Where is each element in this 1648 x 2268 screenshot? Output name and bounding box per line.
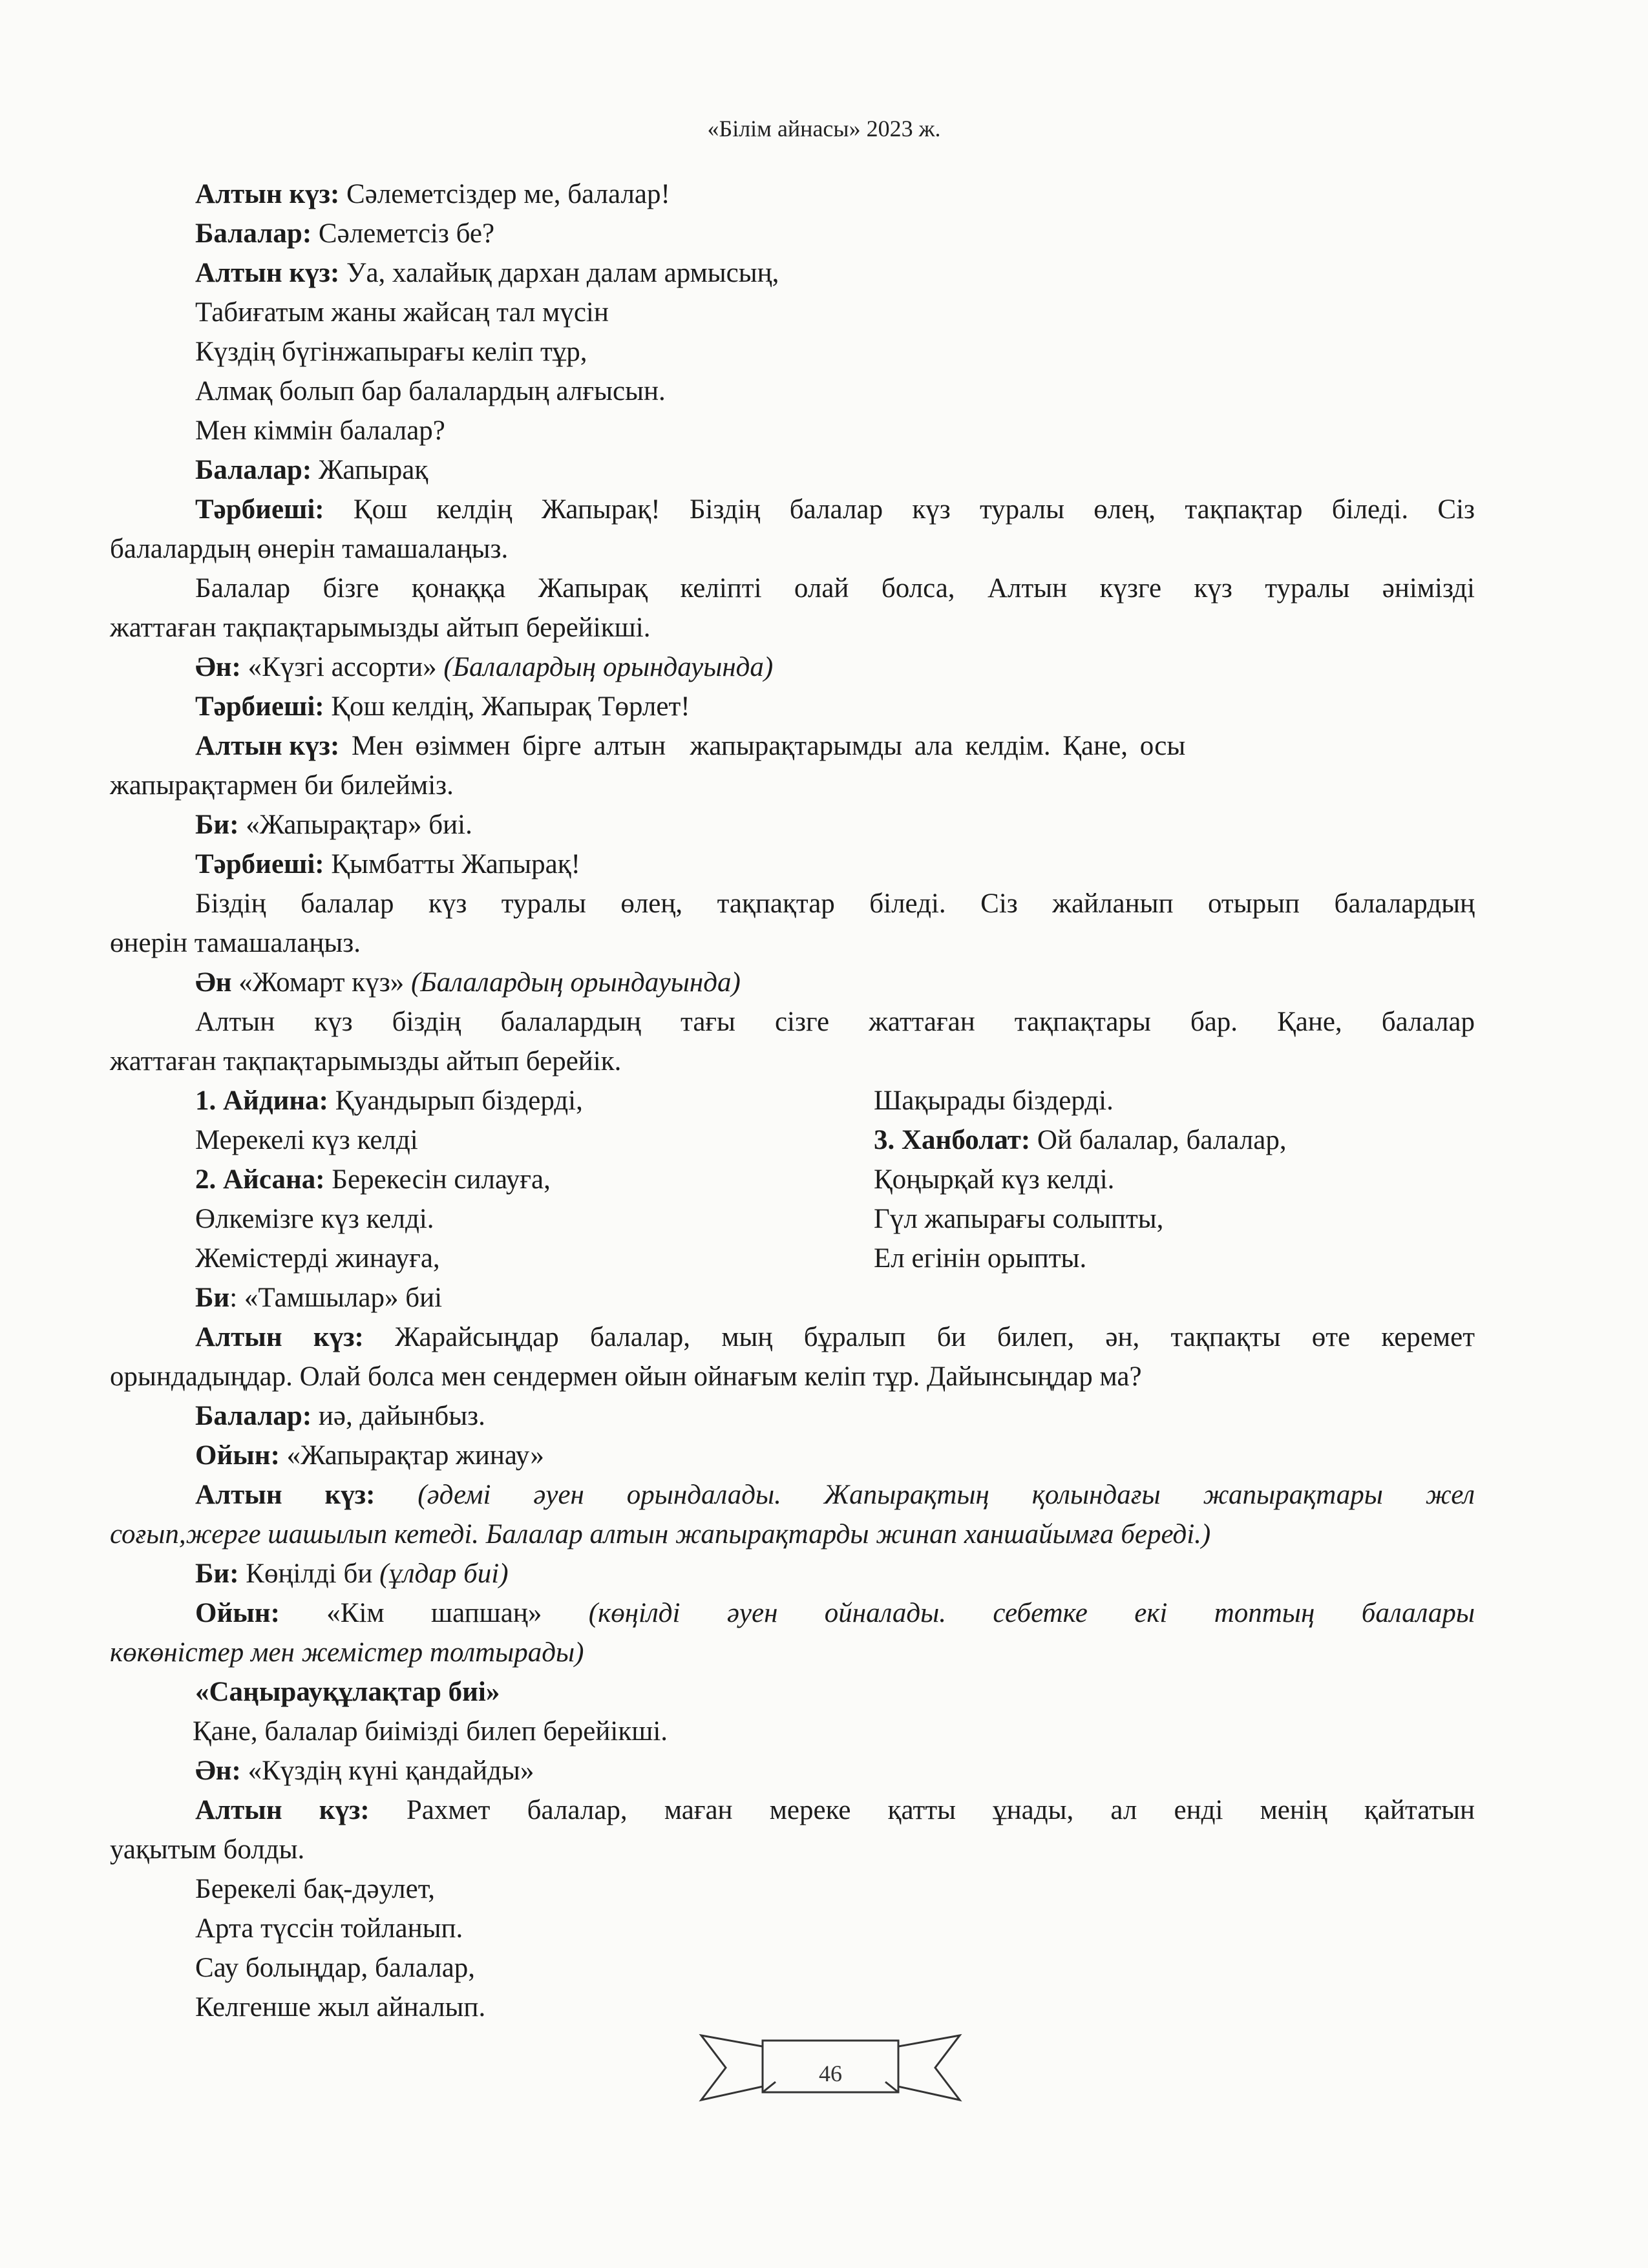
line-text: Біздің балалар күз туралы өлең, тақпақтар біледі. Сіз жайланып отырып балалардың <box>195 888 1475 919</box>
speaker-label: Балалар: <box>195 455 312 485</box>
verse-line: Берекелі бақ-дәулет, <box>195 1874 436 1904</box>
verse-line <box>874 1081 1481 1120</box>
speaker-label: Ән: <box>195 652 241 682</box>
verse-line: Күздің бүгінжапырағы келіп тұр, <box>195 337 587 367</box>
speaker-label: Ойын: <box>195 1598 280 1628</box>
speaker-label: 2. Айсана: <box>195 1164 325 1195</box>
line-text: Ел егінін орыпты. <box>874 1243 1087 1274</box>
verse-line <box>874 1199 1481 1239</box>
paragraph <box>110 726 1475 805</box>
speaker-label: Алтын күз: <box>195 1795 370 1825</box>
line-text: Қош келдің, Жапырақ Төрлет! <box>324 691 690 722</box>
line-text: «Кім шапшаң» <box>279 1598 589 1628</box>
line-text: балалардың өнерін тамашалаңыз. <box>110 534 509 564</box>
stage-direction: (Балалардың орындауында) <box>410 967 741 998</box>
line-text: «Күздің күні қандайды» <box>240 1756 534 1786</box>
line-text: Өлкемізге күз келді. <box>195 1204 434 1234</box>
line-text: «Күзгі ассорти» <box>240 652 444 682</box>
stage-direction: (Балалардың орындауында) <box>443 652 774 682</box>
line-text: өнерін тамашалаңыз. <box>110 928 361 958</box>
speaker-label: Тәрбиеші: <box>195 691 324 722</box>
dialogue-line <box>195 687 1475 726</box>
speaker-label: 1. Айдина: <box>195 1086 328 1116</box>
speaker-label: Алтын күз: <box>195 731 340 761</box>
paragraph <box>110 1790 1475 1869</box>
dance-title <box>195 1672 1475 1712</box>
dialogue-line <box>195 647 1475 687</box>
verse-line <box>874 1160 1481 1199</box>
line-text: иә, дайынбыз. <box>312 1401 485 1431</box>
speaker-label: Алтын күз: <box>195 179 340 209</box>
verse-line <box>874 1239 1481 1278</box>
stage-direction: (әдемі әуен орындалады. Жапырақтың қолындағы жапырақтары жел <box>375 1480 1475 1510</box>
speaker-label: 3. Ханболат: <box>874 1125 1031 1155</box>
verse-line: Сау болыңдар, балалар, <box>195 1953 476 1983</box>
dialogue-line <box>195 963 1475 1002</box>
verse-line: Алмақ болып бар балалардың алғысын. <box>195 376 666 406</box>
paragraph <box>110 1475 1475 1554</box>
line-text: жапырақтармен би билейміз. <box>110 770 454 801</box>
speaker-label: Ән: <box>195 1756 241 1786</box>
speaker-label: «Саңырауқұлақтар биі» <box>195 1677 500 1707</box>
verse-line <box>195 1278 841 1318</box>
speaker-label: Би: <box>195 810 239 840</box>
line-text: «Жапырақтар жинау» <box>279 1440 544 1471</box>
line-text: Қош келдің Жапырақ! Біздің балалар күз туралы өлең, тақпақтар біледі. Сіз <box>324 494 1475 525</box>
verse-line <box>195 1120 841 1160</box>
line-text: Көңілді би <box>238 1559 380 1589</box>
line-text: Қоңырқай күз келді. <box>874 1164 1115 1195</box>
dialogue-line <box>195 214 1475 253</box>
line-text: Балалар бізге қонаққа Жапырақ келіпті олай болса, Алтын күзге күз туралы әнімізді <box>195 573 1475 604</box>
speaker-label: Тәрбиеші: <box>195 494 324 525</box>
verse-line: Арта түссін тойланып. <box>195 1913 463 1944</box>
verse-line: Келгенше жыл айналып. <box>195 1992 486 2022</box>
line-text: Сәлеметсіздер ме, балалар! <box>339 179 670 209</box>
page-number: 46 <box>819 2061 842 2086</box>
dialogue-line <box>195 1436 1475 1475</box>
paragraph <box>110 1318 1475 1396</box>
stage-direction: (ұлдар биі) <box>379 1559 509 1589</box>
verse-column-right <box>874 1081 1481 1278</box>
line-text: Жемістерді жинауға, <box>195 1243 440 1274</box>
verse-line <box>195 1160 841 1199</box>
line-text: Қуандырып біздерді, <box>328 1086 583 1116</box>
line-text: Мерекелі күз келді <box>195 1125 418 1155</box>
verse-line: Табиғатым жаны жайсаң тал мүсін <box>195 297 609 328</box>
dialogue-line <box>195 845 1475 884</box>
paragraph <box>110 884 1475 963</box>
line-text: Мен өзіммен бірге алтын жапырақтарымды ала келдім. Қане, осы <box>339 731 1186 761</box>
line-text: Сәлеметсіз бе? <box>312 218 495 249</box>
speaker-label: Ойын: <box>195 1440 280 1471</box>
line-text: Рахмет балалар, маған мереке қатты ұнады, ал енді менің қайтатын <box>369 1795 1475 1825</box>
verse-column-left <box>195 1081 841 1318</box>
verse-line: Мен кіммін балалар? <box>195 415 445 446</box>
line-text: Жапырақ <box>312 455 428 485</box>
dialogue-line <box>195 450 1475 490</box>
speaker-label: Алтын күз: <box>195 258 340 288</box>
stage-direction: көкөністер мен жемістер толтырады) <box>110 1637 584 1668</box>
line-text: «Жомарт күз» <box>231 967 411 998</box>
line-text: Қымбатты Жапырақ! <box>324 849 580 879</box>
verse-line <box>195 1239 841 1278</box>
paragraph <box>110 490 1475 569</box>
verse-line: Қане, балалар биімізді билеп берейікші. <box>193 1716 668 1747</box>
line-text: уақытым болды. <box>110 1834 305 1865</box>
verse-line <box>874 1120 1481 1160</box>
dialogue-line <box>195 174 1475 214</box>
paragraph <box>110 569 1475 647</box>
line-text: Шақырады біздерді. <box>874 1086 1114 1116</box>
two-column-verses <box>195 1081 1475 1318</box>
speaker-label: Балалар: <box>195 1401 312 1431</box>
speaker-label: Балалар: <box>195 218 312 249</box>
line-text: Алтын күз біздің балалардың тағы сізге жаттаған тақпақтары бар. Қане, балалар <box>195 1007 1475 1037</box>
verse-line <box>195 1199 841 1239</box>
speaker-label: Алтын күз: <box>195 1322 364 1352</box>
speaker-label: Би: <box>195 1559 239 1589</box>
dialogue-line <box>195 1751 1475 1790</box>
line-text: жаттаған тақпақтарымызды айтып берейікші. <box>110 613 651 643</box>
document-body <box>110 174 1475 2027</box>
verse-line <box>195 1081 841 1120</box>
speaker-label: Ән <box>195 967 232 998</box>
line-text: Жарайсыңдар балалар, мың бұралып би билеп, ән, тақпақты өте керемет <box>363 1322 1475 1352</box>
paragraph <box>110 1593 1475 1672</box>
line-text: жаттаған тақпақтарымызды айтып берейік. <box>110 1046 622 1076</box>
line-text: Ой балалар, балалар, <box>1030 1125 1287 1155</box>
dialogue-line <box>195 805 1475 845</box>
stage-direction: (көңілді әуен ойналады. себетке екі топтың балалары <box>588 1598 1475 1628</box>
stage-direction: соғып,жерге шашылып кетеді. Балалар алтын жапырақтарды жинап ханшайымға береді.) <box>110 1519 1211 1549</box>
line-text: Гүл жапырағы солыпты, <box>874 1204 1164 1234</box>
speaker-label: Тәрбиеші: <box>195 849 324 879</box>
dialogue-line <box>195 1396 1475 1436</box>
speaker-label: Алтын күз: <box>195 1480 375 1510</box>
line-text: : «Тамшылар» биі <box>229 1283 443 1313</box>
dialogue-line <box>195 253 1475 293</box>
dialogue-line <box>195 1554 1475 1593</box>
line-text: орындадыңдар. Олай болса мен сендермен ойын ойнағым келіп тұр. Дайынсыңдар ма? <box>110 1361 1142 1392</box>
line-text: «Жапырақтар» биі. <box>238 810 472 840</box>
line-text: Берекесін силауға, <box>324 1164 551 1195</box>
speaker-label: Би <box>195 1283 230 1313</box>
line-text: Уа, халайық дархан далам армысың, <box>339 258 779 288</box>
paragraph <box>110 1002 1475 1081</box>
running-header: «Білім айнасы» 2023 ж. <box>707 116 941 142</box>
